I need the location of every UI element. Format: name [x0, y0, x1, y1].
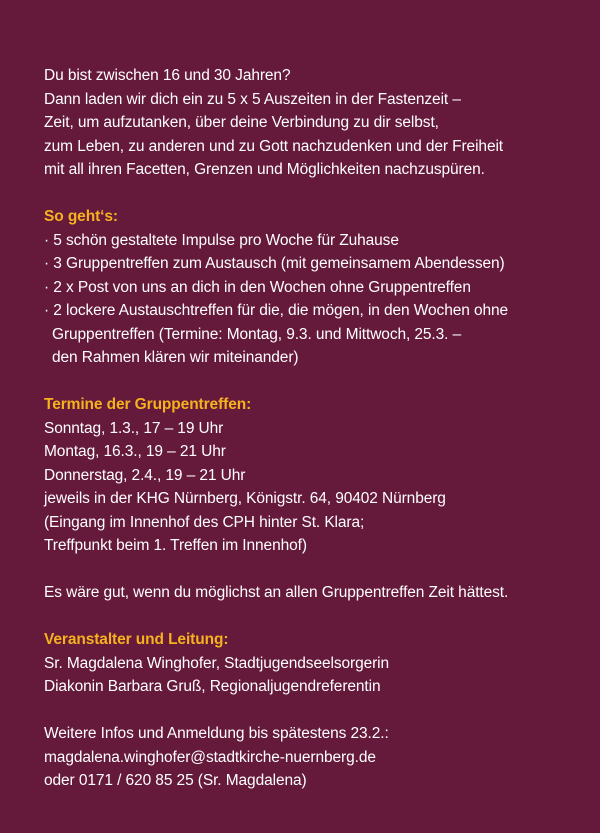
spacer	[44, 699, 574, 723]
intro-line: Dann laden wir dich ein zu 5 x 5 Auszeiten in der Fastenzeit –	[44, 90, 461, 108]
date-line: Sonntag, 1.3., 17 – 19 Uhr	[44, 419, 224, 437]
organizer-line: Diakonin Barbara Gruß, Regionaljugendreferentin	[44, 678, 381, 695]
list-item-continuation: den Rahmen klären wir miteinander)	[52, 349, 299, 366]
list-item: · 5 schön gestaltete Impulse pro Woche für Zuhause	[44, 231, 399, 249]
organizers-section	[44, 628, 574, 699]
intro-line: Du bist zwischen 16 und 30 Jahren?	[44, 67, 291, 84]
contact-section	[44, 722, 574, 793]
organizer-line: Sr. Magdalena Winghofer, Stadtjugendseelsorgerin	[44, 654, 390, 672]
location-line: jeweils in der KHG Nürnberg, Königstr. 64, 90402 Nürnberg	[44, 490, 446, 507]
list-item: · 3 Gruppentreffen zum Austausch (mit gemeinsamem Abendessen)	[44, 255, 505, 272]
intro-paragraph	[44, 64, 574, 182]
contact-line: Weitere Infos und Anmeldung bis spätestens 23.2.:	[44, 725, 389, 742]
flyer-text	[44, 64, 574, 793]
spacer	[44, 558, 574, 582]
date-line: Montag, 16.3., 19 – 21 Uhr	[44, 443, 226, 460]
organizers-heading: Veranstalter und Leitung:	[44, 631, 229, 648]
attendance-note: Es wäre gut, wenn du möglichst an allen Gruppentreffen Zeit hättest.	[44, 584, 509, 601]
intro-line: Zeit, um aufzutanken, über deine Verbindung zu dir selbst,	[44, 114, 439, 131]
date-line: Donnerstag, 2.4., 19 – 21 Uhr	[44, 466, 246, 484]
location-line: (Eingang im Innenhof des CPH hinter St. Klara;	[44, 513, 365, 531]
howto-section	[44, 205, 574, 370]
dates-section	[44, 393, 574, 558]
intro-line: mit all ihren Facetten, Grenzen und Möglichkeiten nachzuspüren.	[44, 161, 485, 178]
list-item-continuation: Gruppentreffen (Termine: Montag, 9.3. und Mittwoch, 25.3. –	[52, 325, 462, 343]
howto-heading: So geht‘s:	[44, 208, 118, 225]
dates-heading: Termine der Gruppentreffen:	[44, 396, 252, 413]
list-item: · 2 lockere Austauschtreffen für die, die mögen, in den Wochen ohne	[44, 302, 509, 319]
intro-line: zum Leben, zu anderen und zu Gott nachzudenken und der Freiheit	[44, 137, 504, 155]
location-line: Treffpunkt beim 1. Treffen im Innenhof)	[44, 537, 307, 554]
contact-email: magdalena.winghofer@stadtkirche-nuernberg.de	[44, 748, 376, 766]
spacer	[44, 605, 574, 629]
spacer	[44, 370, 574, 394]
contact-phone: oder 0171 / 620 85 25 (Sr. Magdalena)	[44, 772, 307, 789]
list-item: · 2 x Post von uns an dich in den Wochen ohne Gruppentreffen	[44, 278, 471, 296]
spacer	[44, 182, 574, 206]
